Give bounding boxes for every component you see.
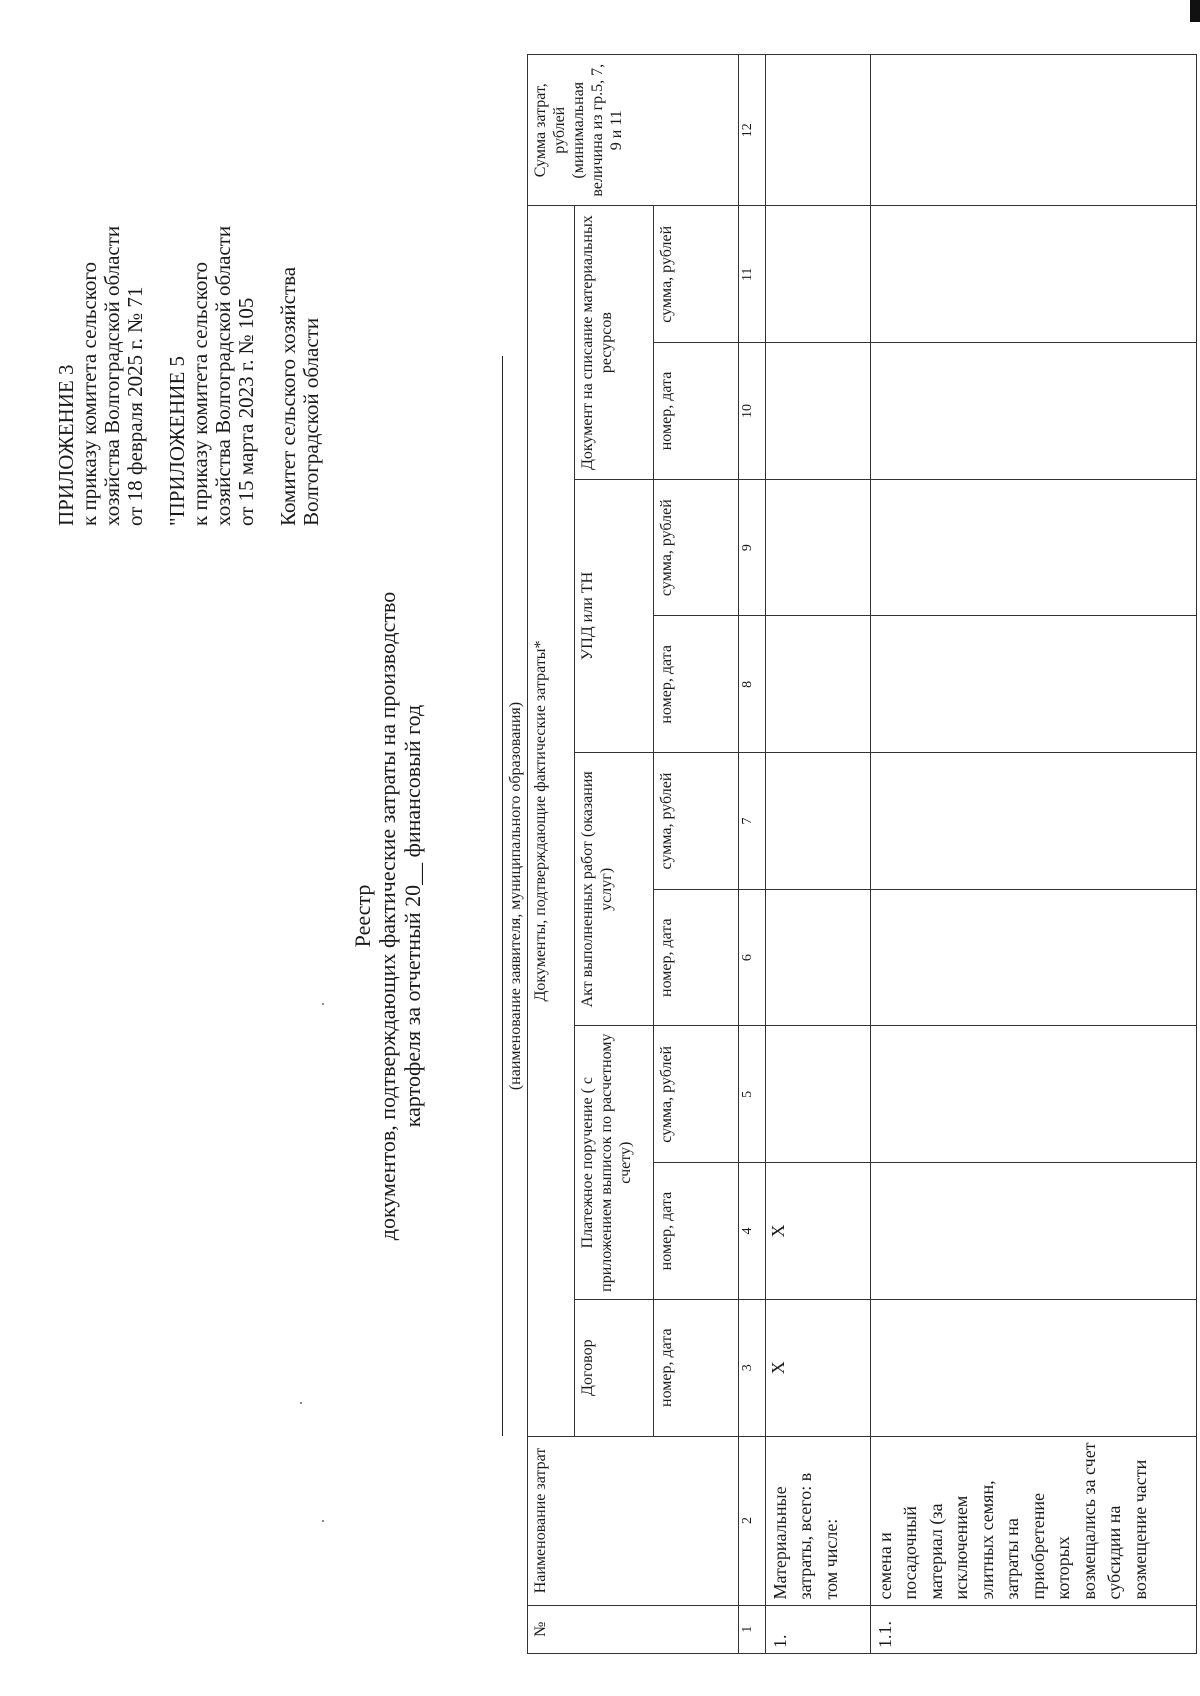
appendix-block [55,56,342,526]
appendix-line: хозяйства Волгоградской области [211,225,235,526]
col-header-name: Наименование затрат [528,1436,739,1605]
document-title [350,516,425,1316]
col-subheader-sum: сумма, рублей [653,1026,739,1163]
cell-empty [765,616,870,753]
title-line: картофеля за отчетный 20__ финансовый год [400,704,425,1128]
column-number: 3 [739,1299,765,1436]
column-number: 10 [739,343,765,480]
title-line: Реестр [350,884,375,948]
cell-empty [870,1026,1196,1163]
addressee-line: Волгоградской области [299,317,323,526]
table-row [765,55,870,1654]
column-number: 12 [739,55,765,206]
cell-contract: X [765,1299,870,1436]
appendix-title: ПРИЛОЖЕНИЕ 3 [54,364,78,526]
col-subheader-sum: сумма, рублей [653,753,739,890]
col-header-act: Акт выполненных работ (оказания услуг) [574,753,653,1026]
applicant-caption: (наименование заявителя, муниципального образования) [507,701,524,1091]
col-header-payment-order: Платежное поручение ( с приложением выписок по расчетному счету) [574,1026,653,1299]
applicant-fill-line [502,356,503,1436]
column-number: 1 [739,1605,765,1653]
cell-empty [765,479,870,616]
cell-empty [870,1299,1196,1436]
col-subheader-number-date: номер, дата [653,1299,739,1436]
column-number: 9 [739,479,765,616]
cell-empty [765,753,870,890]
appendix-current [55,56,147,526]
cell-empty [870,616,1196,753]
appendix-line: к приказу комитета сельского [77,261,101,526]
appendix-line: от 18 февраля 2025 г. № 71 [123,286,147,526]
col-subheader-number-date: номер, дата [653,616,739,753]
column-number: 8 [739,616,765,753]
register-table [527,54,1197,1654]
title-line: документов, подтверждающих фактические затраты на производство [375,591,400,1241]
cell-empty [870,1163,1196,1300]
column-number: 4 [739,1163,765,1300]
cell-empty [870,479,1196,616]
col-header-sum-total: Сумма затрат, рублей (минимальная величина из гр.5, 7, 9 и 11 [528,55,739,206]
col-header-contract: Договор [574,1299,653,1436]
header-row [528,55,575,1654]
col-subheader-number-date: номер, дата [653,343,739,480]
col-header-upd: УПД или ТН [574,479,653,752]
col-header-no: № [528,1605,739,1653]
column-number: 6 [739,889,765,1026]
header-row [653,55,739,1654]
row-cost-name: семена и посадочный материал (за исключением элитных семян, затраты на приобретение которых возмещались за счет субсидии на возмещение части [870,1436,1196,1605]
appendix-previous [166,56,258,526]
header-row [574,55,653,1654]
col-header-docs-group: Документы, подтверждающие фактические затраты* [528,206,575,1436]
cell-empty [765,343,870,480]
cell-empty [870,206,1196,343]
appendix-title: "ПРИЛОЖЕНИЕ 5 [165,355,189,526]
column-number: 5 [739,1026,765,1163]
col-subheader-number-date: номер, дата [653,1163,739,1300]
col-subheader-number-date: номер, дата [653,889,739,1026]
addressee-line: Комитет сельского хозяйства [276,266,300,526]
cell-empty [870,753,1196,890]
appendix-line: хозяйства Волгоградской области [100,225,124,526]
cell-empty [765,206,870,343]
appendix-line: от 15 марта 2023 г. № 105 [234,297,258,526]
table-row [870,55,1196,1654]
cell-empty [765,1026,870,1163]
row-cost-name: Материальные затраты, всего: в том числе: [765,1436,870,1605]
cell-empty [765,889,870,1026]
column-number: 2 [739,1436,765,1605]
column-number-row [739,55,765,1654]
cell-empty [765,55,870,206]
appendix-line: к приказу комитета сельского [188,261,212,526]
row-number: 1.1. [870,1605,1196,1653]
row-number: 1. [765,1605,870,1653]
col-header-writeoff: Документ на списание материальных ресурсов [574,206,653,479]
col-subheader-sum: сумма, рублей [653,479,739,616]
column-number: 11 [739,206,765,343]
column-number: 7 [739,753,765,890]
cell-empty [870,55,1196,206]
cell-payment-number-date: X [765,1163,870,1300]
cell-empty [870,889,1196,1026]
addressee [277,56,323,526]
col-subheader-sum: сумма, рублей [653,206,739,343]
cell-empty [870,343,1196,480]
